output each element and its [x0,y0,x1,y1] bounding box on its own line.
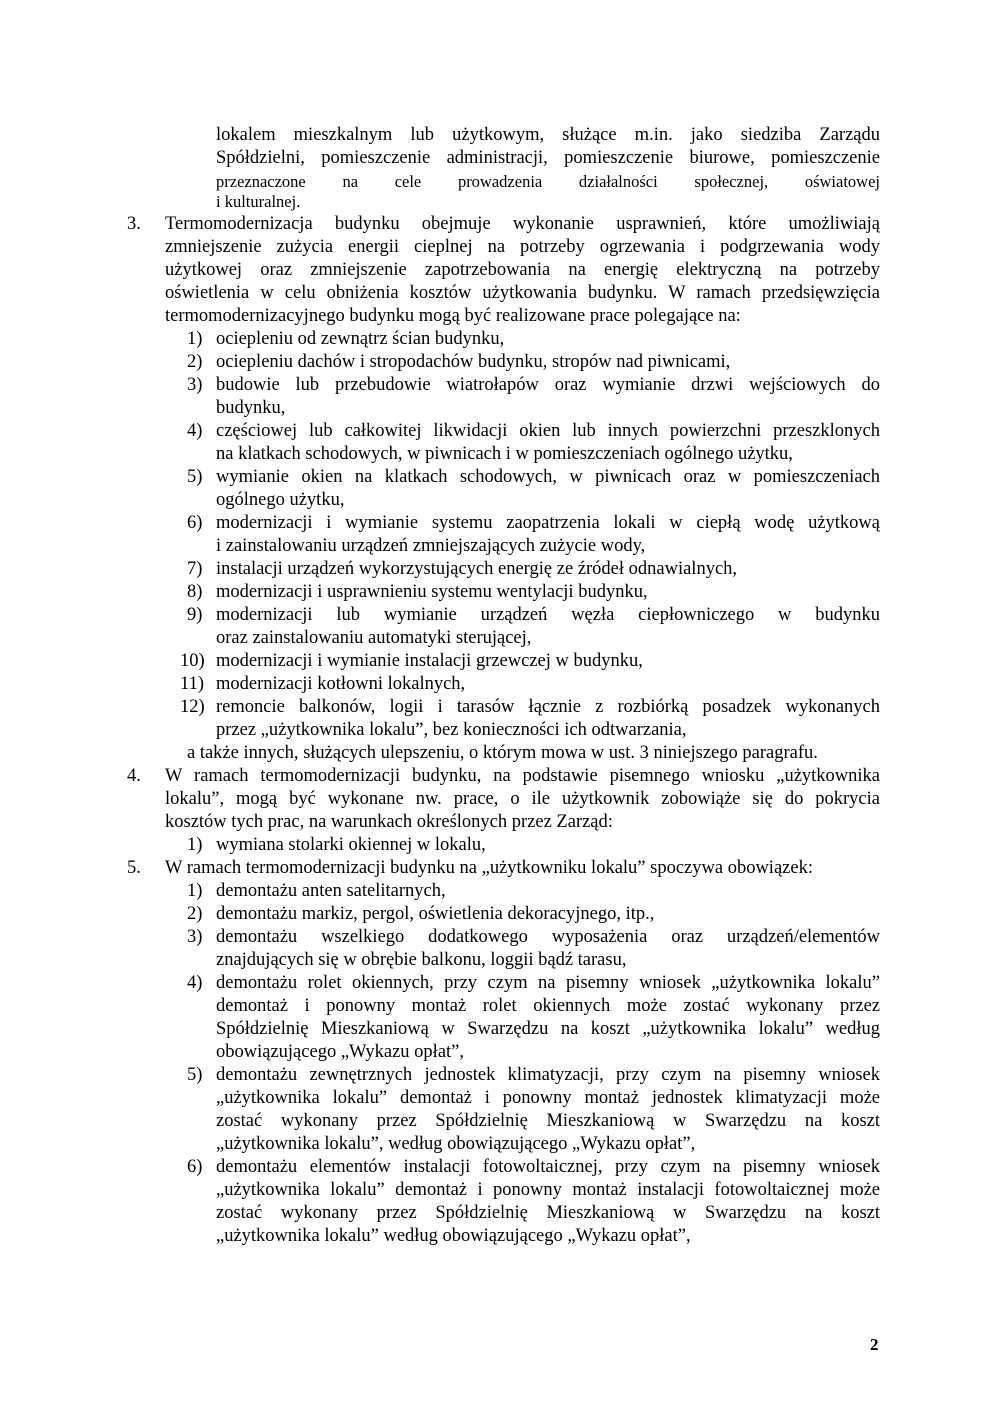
list-item-line: modernizacji i usprawnieniu systemu wentylacji budynku, [216,582,648,602]
list-item-line: budynku, [216,398,286,418]
list-number: 1) [187,329,203,349]
list-item-line: oraz zainstalowaniu automatyki sterującej, [216,628,532,648]
continuation-line: Spółdzielni, pomieszczenie administracji, pomieszczenie biurowe, pomieszczenie [216,148,880,168]
section-line: termomodernizacyjnego budynku mogą być realizowane prace polegające na: [165,306,741,326]
list-item-line: „użytkownika lokalu”, według obowiązującego „Wykazu opłat”, [216,1134,696,1154]
list-item-line: demontażu elementów instalacji fotowoltaicznej, przy czym na pisemny wniosek [216,1157,880,1177]
list-item-line: obowiązującego „Wykazu opłat”, [216,1042,465,1062]
list-item-line: instalacji urządzeń wykorzystujących energię ze źródeł odnawialnych, [216,559,738,579]
list-item-line: demontażu markiz, pergol, oświetlenia dekoracyjnego, itp., [216,904,655,924]
section-line: kosztów tych prac, na warunkach określonych przez Zarząd: [165,812,613,832]
list-item-line: demontażu rolet okiennych, przy czym na pisemny wniosek „użytkownika lokalu” [216,973,880,993]
list-item-line: wymiana stolarki okiennej w lokalu, [216,835,486,855]
list-item-line: zostać wykonany przez Spółdzielnię Mieszkaniową w Swarzędzu na koszt [216,1111,880,1131]
list-item-line: modernizacji kotłowni lokalnych, [216,674,466,694]
list-item-line: „użytkownika lokalu” demontaż i ponowny montaż jednostek klimatyzacji może [216,1088,880,1108]
list-number: 9) [187,605,203,625]
list-item-line: budowie lub przebudowie wiatrołapów oraz wymianie drzwi wejściowych do [216,375,880,395]
list-item-line: znajdujących się w obrębie balkonu, loggii bądź tarasu, [216,950,627,970]
list-item-line: i zainstalowaniu urządzeń zmniejszających zużycie wody, [216,536,646,556]
section-line: Termomodernizacja budynku obejmuje wykonanie usprawnień, które umożliwiają [165,214,880,234]
section-number: 5. [127,858,141,878]
list-number: 8) [187,582,203,602]
list-item-line: przez „użytkownika lokalu”, bez konieczności ich odtwarzania, [216,720,687,740]
section-line: użytkowej oraz zmniejszenie zapotrzebowania na energię elektryczną na potrzeby [165,260,880,280]
list-item-line: ogólnego użytku, [216,490,345,510]
list-number: 1) [187,835,203,855]
section-line: zmniejszenie zużycia energii cieplnej na potrzeby ogrzewania i podgrzewania wody [165,237,880,257]
list-item-line: demontażu anten satelitarnych, [216,881,446,901]
list-number: 2) [187,904,203,924]
list-item-line: remoncie balkonów, logii i tarasów łącznie z rozbiórką posadzek wykonanych [216,697,880,717]
list-item-line: Spółdzielnię Mieszkaniową w Swarzędzu na koszt „użytkownika lokalu” według [216,1019,880,1039]
list-item-line: demontaż i ponowny montaż rolet okiennych może zostać wykonany przez [216,996,880,1016]
list-item-line: na klatkach schodowych, w piwnicach i w pomieszczeniach ogólnego użytku, [216,444,793,464]
section-line: W ramach termomodernizacji budynku, na podstawie pisemnego wniosku „użytkownika [165,766,880,786]
list-number: 2) [187,352,203,372]
list-item-line: zostać wykonany przez Spółdzielnię Mieszkaniową w Swarzędzu na koszt [216,1203,880,1223]
list-item-line: „użytkownika lokalu” demontaż i ponowny montaż instalacji fotowoltaicznej może [216,1180,880,1200]
continuation-line: i kulturalnej. [216,192,301,211]
list-number: 12) [180,697,205,717]
list-item-line: ociepleniu od zewnątrz ścian budynku, [216,329,505,349]
list-number: 1) [187,881,203,901]
page-number: 2 [870,1335,879,1354]
list-number: 5) [187,467,203,487]
section-number: 3. [127,214,141,234]
section-number: 4. [127,766,141,786]
list-number: 4) [187,973,203,993]
section-line: oświetlenia w celu obniżenia kosztów użytkowania budynku. W ramach przedsięwzięcia [165,283,880,303]
list-item-line: częściowej lub całkowitej likwidacji okien lub innych powierzchni przeszklonych [216,421,880,441]
list-item-line: demontażu wszelkiego dodatkowego wyposażenia oraz urządzeń/elementów [216,927,880,947]
list-item-line: modernizacji lub wymianie urządzeń węzła ciepłowniczego w budynku [216,605,880,625]
section-line: lokalu”, mogą być wykonane nw. prace, o ile użytkownik zobowiąże się do pokrycia [165,789,880,809]
continuation-line: lokalem mieszkalnym lub użytkowym, służące m.in. jako siedziba Zarządu [216,125,880,145]
list-number: 7) [187,559,203,579]
section-closing: a także innych, służących ulepszeniu, o którym mowa w ust. 3 niniejszego paragrafu. [187,743,818,763]
list-number: 6) [187,1157,203,1177]
list-item-line: wymianie okien na klatkach schodowych, w piwnicach oraz w pomieszczeniach [216,467,880,487]
list-item-line: modernizacji i wymianie instalacji grzewczej w budynku, [216,651,643,671]
list-number: 3) [187,375,203,395]
list-number: 5) [187,1065,203,1085]
list-item-line: demontażu zewnętrznych jednostek klimatyzacji, przy czym na pisemny wniosek [216,1065,880,1085]
list-item-line: modernizacji i wymianie systemu zaopatrzenia lokali w ciepłą wodę użytkową [216,513,880,533]
list-item-line: ociepleniu dachów i stropodachów budynku, stropów nad piwnicami, [216,352,731,372]
section-line: W ramach termomodernizacji budynku na „użytkowniku lokalu” spoczywa obowiązek: [165,858,813,878]
list-number: 3) [187,927,203,947]
continuation-line: przeznaczone na cele prowadzenia działalności społecznej, oświatowej [216,172,880,191]
list-number: 4) [187,421,203,441]
list-number: 11) [180,674,204,694]
list-item-line: „użytkownika lokalu” według obowiązującego „Wykazu opłat”, [216,1226,691,1246]
list-number: 6) [187,513,203,533]
list-number: 10) [180,651,205,671]
